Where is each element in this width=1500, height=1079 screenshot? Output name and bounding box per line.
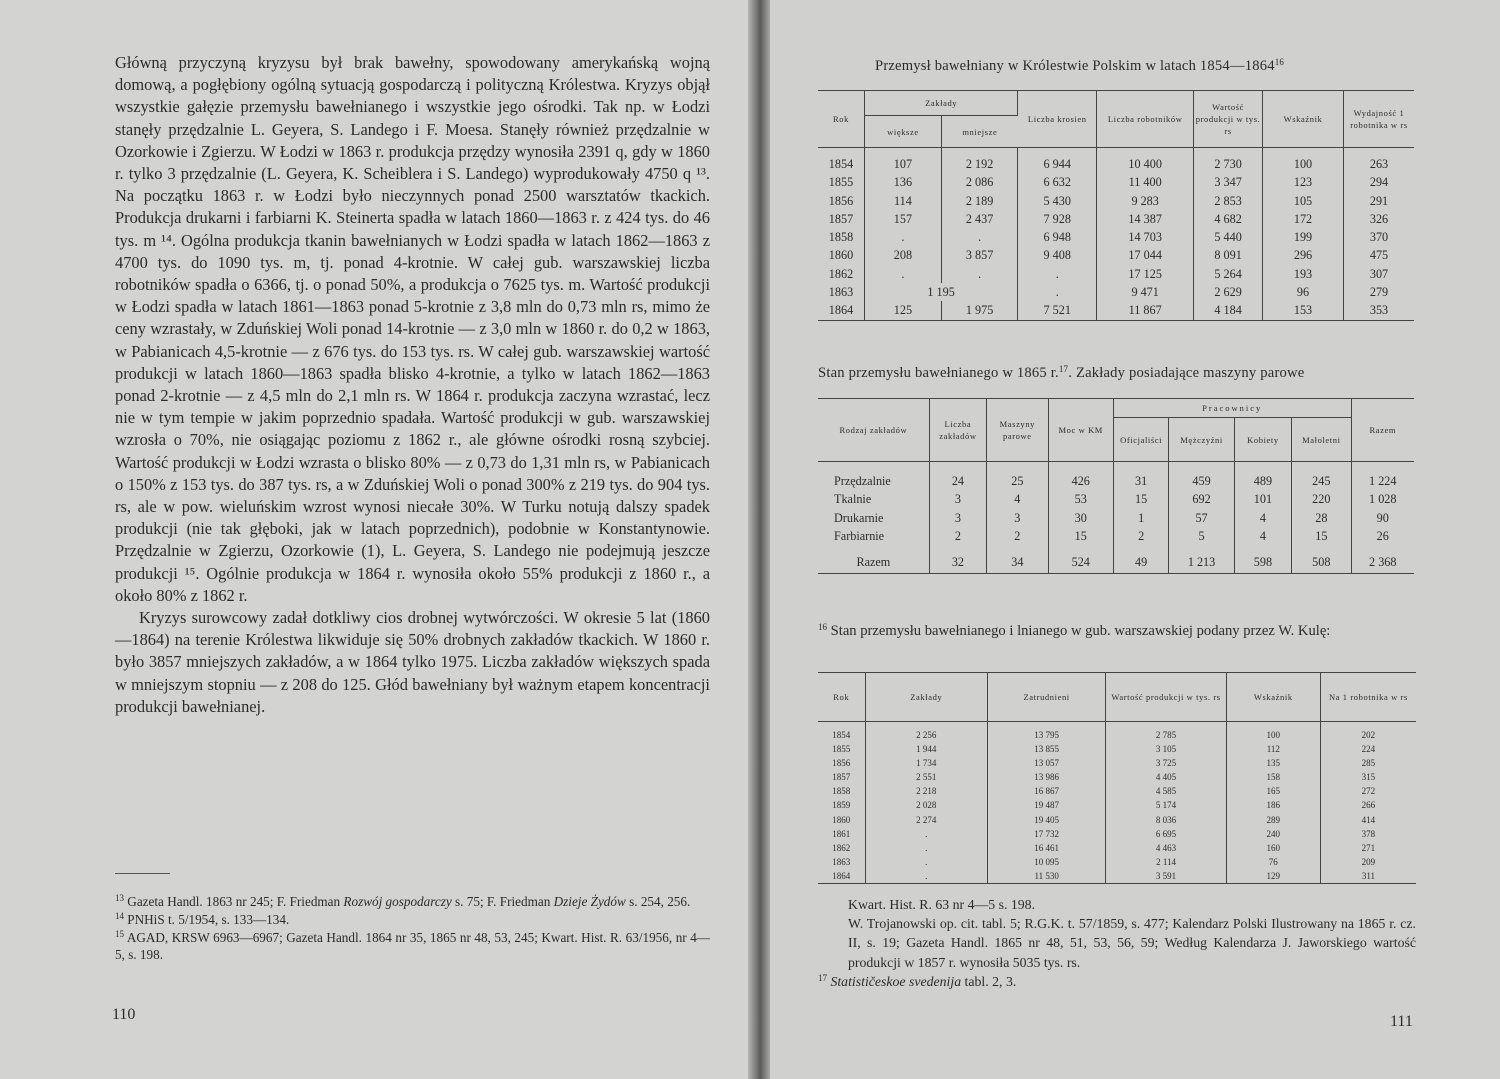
table-cell: 2 114 xyxy=(1106,855,1226,869)
table-cell: 692 xyxy=(1169,490,1234,508)
table-cell: 31 xyxy=(1113,462,1168,491)
table-cell: . xyxy=(865,855,987,869)
table-cell: 13 795 xyxy=(987,722,1105,743)
table-cell: 4 463 xyxy=(1106,841,1226,855)
table-cell: 3 xyxy=(929,509,986,527)
table-cell: 240 xyxy=(1226,827,1320,841)
header-moc: Moc w KM xyxy=(1048,399,1113,462)
table-cell: 414 xyxy=(1361,814,1376,825)
table-cell: 1858 xyxy=(818,784,865,798)
table-caption: Stan przemysłu bawełnianego w 1865 r.$^{17}$. Zakłady posiadające maszyny parowe xyxy=(818,364,1305,381)
table-cell: 1 213 xyxy=(1169,545,1234,574)
table-cell: 3 347 xyxy=(1194,173,1263,191)
table-cell: Drukarnie xyxy=(818,509,929,527)
table-cell: 13 986 xyxy=(987,770,1105,784)
header-wskaznik: Wskaźnik xyxy=(1226,673,1320,722)
table-cell: 1857 xyxy=(818,770,865,784)
table-cell: 105 xyxy=(1263,192,1344,210)
table-cell: 129 xyxy=(1226,869,1320,884)
table-row xyxy=(818,265,1414,283)
table-cell: 32 xyxy=(929,545,986,574)
table-cell: 4 xyxy=(1234,527,1291,545)
table-cell: 3 xyxy=(987,509,1048,527)
paragraph: Kryzys surowcowy zadał dotkliwy cios drobnej wytwórczości. W okresie 5 lat (1860—1864) na terenie Królestwa likwiduje się 50% drobnych zakładów tkackich. W 1860 r. było 3857 mniejszych zakładów, a w 1864 tylko 1975. Liczba zakładów większych spada w mniejszym stopniu — z 208 do 125. Głód bawełniany był ważnym etapem koncentracji produkcji bawełnianej. xyxy=(115,608,710,716)
header-maloletni: Małoletni xyxy=(1292,418,1351,462)
table-cell: 2 785 xyxy=(1106,722,1226,743)
table-row xyxy=(818,173,1414,191)
table-cell: Tkalnie xyxy=(818,490,929,508)
table-row xyxy=(818,742,1416,756)
table-cell: 136 xyxy=(864,173,941,191)
table-cell: 2 086 xyxy=(941,173,1017,191)
table-row xyxy=(818,827,1416,841)
table-cell: 3 591 xyxy=(1106,869,1226,884)
table-row xyxy=(818,813,1416,827)
table-cell: . xyxy=(1018,283,1097,301)
table-row xyxy=(818,283,1414,301)
table-cell: 53 xyxy=(1048,490,1113,508)
table-cell: 4 184 xyxy=(1194,301,1263,320)
table-cell: 2 368 xyxy=(1369,555,1397,570)
header-liczba: Liczba zakładów xyxy=(929,399,986,462)
book-gutter xyxy=(748,0,770,1079)
table-cell: 26 xyxy=(1376,528,1389,543)
table-cell: 6 632 xyxy=(1018,173,1097,191)
table-cell: 1 224 xyxy=(1369,474,1397,488)
table-cell: 17 044 xyxy=(1097,246,1194,264)
table-cell: 459 xyxy=(1169,462,1234,491)
table-row xyxy=(818,462,1414,491)
table-cell: 100 xyxy=(1226,722,1320,743)
table-row xyxy=(818,855,1416,869)
header-mezczyzni: Mężczyźni xyxy=(1169,418,1234,462)
table-cell: 90 xyxy=(1376,510,1389,525)
table-cell: 5 174 xyxy=(1106,798,1226,812)
table-cell: 2 xyxy=(1113,527,1168,545)
table-cell: 5 440 xyxy=(1194,228,1263,246)
table-cell: 1855 xyxy=(818,742,865,756)
table-row xyxy=(818,798,1416,812)
table-cell: 209 xyxy=(1361,856,1376,867)
table-cell: 2 730 xyxy=(1194,148,1263,174)
paragraph: Główną przyczyną kryzysu był brak bawełny, spowodowany amerykańską wojną domową, a pogłębiony ogólną sytuacją gospodarczą i polityczną Królestwa. Kryzys objął wszystkie gałęzie przemysłu bawełnianego i wszystkie jego ośrodki. Tak np. w Łodzi stanęły przędzalnie L. Geyera, S. Landego i F. Moesa. Stanęły również przędzalnie w Ozorkowie i Zgierzu. W Łodzi w 1863 r. produkcja przędzy wynosiła 2391 q, gdy w 1860 r. tylko 3 przędzalnie (L. Geyera, K. Scheiblera i S. Landego) wyprodukowały 4750 q ¹³. Na początku 1863 r. w Łodzi było nieczynnych ponad 2500 warsztatów tkackich. Produkcja drukarni i farbiarni K. Steinerta spadła w latach 1860—1863 r. z 424 tys. do 46 tys. m ¹⁴. Ogólna produkcja tkanin bawełnianych w Łodzi spadła w latach 1862—1863 z 4700 tys. do 1090 tys. m, tj. ponad 4-krotnie. W całej gub. warszawskiej liczba robotników spadła o 6366, tj. o ponad 50%, a produkcja o 7625 tys. m. Wartość produkcji w Łodzi spadła w latach 1861—1863 ponad 5-krotnie z 3,8 mln do 0,73 mln rs, mimo że ceny wzrastały, w Zduńskiej Woli ponad 14-krotnie — z 3,0 mln w 1860 r. do 0,2 w 1863, w Pabianicach 4,5-krotnie — z 676 tys. do 153 tys. rs. W całej gub. warszawskiej wartość produkcji w latach 1860—1863 spadła blisko 4-krotnie, a tylko w latach 1862—1863 ponad 2-krotnie — z 4,5 mln do 2,1 mln rs. W 1864 r. produkcja zaczyna wzrastać, lecz nie w tym tempie w jakim poprzednio spadała. Wartość produkcji w gub. warszawskiej wzrosła o 70%, nie osiągając poziomu z 1862 r., ale główne ośrodki rosną szybciej. Wartość produkcji w Łodzi wzrasta o blisko 80% — z 0,73 do 1,31 mln rs, w Pabianicach o 150% z 153 tys. do 387 tys. rs, a w Zduńskiej Woli o ponad 300% z 219 tys. do 904 tys. rs, ale w pow. wieluńskim wzrost wynosi niecałe 30%. W Turku notują dalszy spadek produkcji (nie tak głęboki, jak w latach poprzednich), podobnie w Konstantynowie. Przędzalnie w Zgierzu, Ozorkowie (1), L. Geyera, S. Landego nie podejmują jeszcze produkcji ¹⁵. Ogólnie produkcja w 1864 r. wynosiła około 55% produkcji z 1860 r., a około 80% z 1862 r. xyxy=(115,53,710,605)
right-page xyxy=(770,0,1500,1079)
table-cell: 15 xyxy=(1048,527,1113,545)
table-cell: 1860 xyxy=(818,813,865,827)
sources xyxy=(818,895,1416,991)
table-cell: 15 xyxy=(1113,490,1168,508)
header-razem: Razem xyxy=(1351,399,1414,462)
table-cell: 1 944 xyxy=(865,742,987,756)
header-mniejsze: mniejsze xyxy=(941,116,1017,148)
table-row xyxy=(818,509,1414,527)
table-cell: 1 xyxy=(1113,509,1168,527)
table-cell: 263 xyxy=(1369,157,1389,171)
table-cell: 1863 xyxy=(818,283,864,301)
table-cell: 10 400 xyxy=(1097,148,1194,174)
footnote-rule xyxy=(115,873,170,874)
table-cell: 2 629 xyxy=(1194,283,1263,301)
table-cell: 100 xyxy=(1263,148,1344,174)
table-cell: 2 192 xyxy=(941,148,1017,174)
table-cell: 7 521 xyxy=(1018,301,1097,320)
table-cell: 8 091 xyxy=(1194,246,1263,264)
table-cell: 279 xyxy=(1369,285,1389,300)
table-cell: 220 xyxy=(1292,490,1351,508)
footnote-16: $^{16}$ Stan przemysłu bawełnianego i lnianego w gub. warszawskiej podany przez W. Kulę: xyxy=(818,622,1331,639)
table-cell: 153 xyxy=(1263,301,1344,320)
table-cell: 17 732 xyxy=(987,827,1105,841)
table-cell: 165 xyxy=(1226,784,1320,798)
header-wartosc: Wartość produkcji w tys. rs xyxy=(1194,91,1263,148)
table-cell: 1856 xyxy=(818,756,865,770)
table-cell: 1864 xyxy=(818,301,864,320)
table-cell: 370 xyxy=(1369,230,1389,245)
table-cell: 7 928 xyxy=(1018,210,1097,228)
table-cell: 1855 xyxy=(818,173,864,191)
table-cell: 2 853 xyxy=(1194,192,1263,210)
table-caption: Przemysł bawełniany w Królestwie Polskim w latach 1854—1864$^{16}$ xyxy=(875,57,1285,74)
table-cell: 76 xyxy=(1226,855,1320,869)
table-cell: 3 857 xyxy=(941,246,1017,264)
table-cell: 271 xyxy=(1361,842,1376,853)
table-cell: 294 xyxy=(1369,175,1389,190)
table-cell: . xyxy=(1018,265,1097,283)
table-cell: 25 xyxy=(987,462,1048,491)
table-cell: 57 xyxy=(1169,509,1234,527)
table-cell: 1 028 xyxy=(1369,492,1397,507)
table-cell: 508 xyxy=(1292,545,1351,574)
table-cell: 14 703 xyxy=(1097,228,1194,246)
table-cell: 1 975 xyxy=(941,301,1017,320)
header-wskaznik: Wskaźnik xyxy=(1263,91,1344,148)
table-row xyxy=(818,301,1414,320)
header-rok: Rok xyxy=(818,673,865,722)
table-cell: 524 xyxy=(1048,545,1113,574)
table-cell: 307 xyxy=(1369,266,1389,281)
table-cell: 378 xyxy=(1361,828,1376,839)
footnote: $^{15}$ AGAD, KRSW 6963—6967; Gazeta Handl. 1864 nr 35, 1865 nr 48, 53, 245; Kwart. Hist. R. 63/1956, nr 4—5, s. 198. xyxy=(115,928,710,963)
header-zatrudnieni: Zatrudnieni xyxy=(987,673,1105,722)
table-cell: 1 195 xyxy=(864,283,1017,301)
table-cotton-industry-1854-1864 xyxy=(818,90,1414,321)
table-cell: 1857 xyxy=(818,210,864,228)
table-cell: 19 405 xyxy=(987,813,1105,827)
table-cell: 2 189 xyxy=(941,192,1017,210)
table-cell: 30 xyxy=(1048,509,1113,527)
table-cell: 2 551 xyxy=(865,770,987,784)
table-cell: 158 xyxy=(1226,770,1320,784)
table-cell: 4 xyxy=(987,490,1048,508)
table-cell: 14 387 xyxy=(1097,210,1194,228)
table-cell: 296 xyxy=(1263,246,1344,264)
table-cell: 11 867 xyxy=(1097,301,1194,320)
table-cell: 2 xyxy=(929,527,986,545)
header-zaklady: Zakłady xyxy=(864,91,1017,116)
table-row xyxy=(818,228,1414,246)
table-cell: 5 xyxy=(1169,527,1234,545)
table-cell: 598 xyxy=(1234,545,1291,574)
table-cell: 208 xyxy=(864,246,941,264)
table-cell: 9 283 xyxy=(1097,192,1194,210)
table-cell: 2 028 xyxy=(865,798,987,812)
table-row xyxy=(818,246,1414,264)
header-wydajnosc: Wydajność 1 robotnika w rs xyxy=(1343,91,1414,148)
table-cell: 1856 xyxy=(818,192,864,210)
table-cotton-industry-1865 xyxy=(818,398,1414,574)
table-cell: 2 274 xyxy=(865,813,987,827)
table-cell: . xyxy=(865,827,987,841)
header-zaklady: Zakłady xyxy=(865,673,987,722)
table-cell: 186 xyxy=(1226,798,1320,812)
table-cell: 5 430 xyxy=(1018,192,1097,210)
table-cell: 1854 xyxy=(818,148,864,174)
page-number: 110 xyxy=(112,1006,136,1023)
table-cell: 101 xyxy=(1234,490,1291,508)
table-cell: 311 xyxy=(1361,870,1375,881)
table-cell: 172 xyxy=(1263,210,1344,228)
header-na-robotnika: Na 1 robotnika w rs xyxy=(1320,673,1416,722)
table-cell: 125 xyxy=(864,301,941,320)
table-cell: 11 400 xyxy=(1097,173,1194,191)
table-cell: 24 xyxy=(929,462,986,491)
table-row xyxy=(818,869,1416,884)
footnote: $^{14}$ PNHiS t. 5/1954, s. 133—134. xyxy=(115,910,290,927)
table-cell: 1 734 xyxy=(865,756,987,770)
table-cell: 6 948 xyxy=(1018,228,1097,246)
table-cell: 4 585 xyxy=(1106,784,1226,798)
table-cell: 3 xyxy=(929,490,986,508)
table-total-row xyxy=(818,545,1414,574)
left-page xyxy=(0,0,748,1079)
table-cell: 224 xyxy=(1361,744,1376,755)
table-row xyxy=(818,770,1416,784)
table-cell: 291 xyxy=(1369,193,1389,208)
table-cell: 13 855 xyxy=(987,742,1105,756)
table-cell: 112 xyxy=(1226,742,1320,756)
table-cell: 15 xyxy=(1292,527,1351,545)
table-row xyxy=(818,192,1414,210)
table-cell: 2 218 xyxy=(865,784,987,798)
table-cell: 8 036 xyxy=(1106,813,1226,827)
table-cell: . xyxy=(941,265,1017,283)
table-row xyxy=(818,722,1416,743)
table-cell: 114 xyxy=(864,192,941,210)
table-cell: . xyxy=(941,228,1017,246)
page-number: 111 xyxy=(1390,1013,1413,1030)
table-row xyxy=(818,490,1414,508)
table-cell: 1854 xyxy=(818,722,865,743)
header-maszyny: Maszyny parowe xyxy=(987,399,1048,462)
table-cell: Razem xyxy=(818,545,929,574)
source-line: W. Trojanowski op. cit. tabl. 5; R.G.K. t. 57/1859, s. 477; Kalendarz Polski Ilustrowany na 1865 r. cz. II, s. 19; Gazeta Handl. 1865 nr 48, 51, 53, 56, 59; Według Kalendarza J. Jaworskiego wartość produkcji w 1857 r. wynosiła 5035 tys. rs. xyxy=(848,916,1416,970)
table-cell: Farbiarnie xyxy=(818,527,929,545)
header-pracownicy: Pracownicy xyxy=(1113,399,1351,418)
table-cell: 202 xyxy=(1361,730,1376,740)
footnote-number: 13 xyxy=(115,893,124,903)
table-cell: 2 437 xyxy=(941,210,1017,228)
table-cell: 11 530 xyxy=(987,869,1105,884)
table-cell: 1862 xyxy=(818,265,864,283)
table-row xyxy=(818,841,1416,855)
footnotes xyxy=(115,893,710,964)
table-cell: 28 xyxy=(1292,509,1351,527)
table-cell: 199 xyxy=(1263,228,1344,246)
table-cell: 107 xyxy=(864,148,941,174)
table-cell: 4 xyxy=(1234,509,1291,527)
table-cell: 353 xyxy=(1369,303,1389,318)
table-cell: 315 xyxy=(1361,772,1376,783)
table-cell: 3 725 xyxy=(1106,756,1226,770)
footnote-17: $^{17}$ Statističeskoe svedenija tabl. 2, 3. xyxy=(818,972,1017,989)
table-cell: 285 xyxy=(1361,758,1376,769)
table-cell: 245 xyxy=(1292,462,1351,491)
table-cell: 19 487 xyxy=(987,798,1105,812)
table-cell: Przędzalnie xyxy=(818,462,929,491)
table-cell: 3 105 xyxy=(1106,742,1226,756)
table-cell: . xyxy=(865,869,987,884)
table-cell: 9 471 xyxy=(1097,283,1194,301)
table-cell: 10 095 xyxy=(987,855,1105,869)
table-cell: 1858 xyxy=(818,228,864,246)
table-cell: 193 xyxy=(1263,265,1344,283)
source-line: Kwart. Hist. R. 63 nr 4—5 s. 198. xyxy=(848,897,1036,912)
table-cell: 1863 xyxy=(818,855,865,869)
table-cell: 4 405 xyxy=(1106,770,1226,784)
table-cell: 489 xyxy=(1234,462,1291,491)
table-cell: 326 xyxy=(1369,211,1389,226)
table-cell: . xyxy=(864,265,941,283)
table-cell: 6 944 xyxy=(1018,148,1097,174)
table-cell: 160 xyxy=(1226,841,1320,855)
table-cell: . xyxy=(865,841,987,855)
table-cell: 123 xyxy=(1263,173,1344,191)
table-cell: 135 xyxy=(1226,756,1320,770)
table-cell: 16 867 xyxy=(987,784,1105,798)
table-cell: 34 xyxy=(987,545,1048,574)
table-row xyxy=(818,148,1414,174)
table-cell: 289 xyxy=(1226,813,1320,827)
footnote-number: 15 xyxy=(115,928,124,939)
header-rodzaj: Rodzaj zakładów xyxy=(818,399,929,462)
footnote-number: 14 xyxy=(115,910,124,921)
header-robotnicy: Liczba robotników xyxy=(1097,91,1194,148)
main-text xyxy=(115,52,710,718)
table-cell: 272 xyxy=(1361,786,1376,797)
table-cell: 9 408 xyxy=(1018,246,1097,264)
table-row xyxy=(818,756,1416,770)
table-cell: . xyxy=(864,228,941,246)
table-cell: 1860 xyxy=(818,246,864,264)
header-oficjalisci: Oficjaliści xyxy=(1113,418,1168,462)
table-cell: 1859 xyxy=(818,798,865,812)
table-cell: 475 xyxy=(1369,248,1389,263)
table-cell: 16 461 xyxy=(987,841,1105,855)
table-cell: 1864 xyxy=(818,869,865,884)
table-cell: 96 xyxy=(1263,283,1344,301)
table-cell: 6 695 xyxy=(1106,827,1226,841)
header-wieksze: większe xyxy=(864,116,941,148)
table-row xyxy=(818,784,1416,798)
table-row xyxy=(818,527,1414,545)
table-cell: 266 xyxy=(1361,800,1376,811)
table-cell: 2 xyxy=(987,527,1048,545)
table-cell: 17 125 xyxy=(1097,265,1194,283)
table-cell: 49 xyxy=(1113,545,1168,574)
table-cell: 4 682 xyxy=(1194,210,1263,228)
table-cell: 13 057 xyxy=(987,756,1105,770)
header-wartosc: Wartość produkcji w tys. rs xyxy=(1106,673,1226,722)
footnote: $^{13}$ Gazeta Handl. 1863 nr 245; F. Friedman Rozwój gospodarczy s. 75; F. Friedman Dzieje Żydów s. 254, 256. xyxy=(115,893,691,909)
table-cell: 1862 xyxy=(818,841,865,855)
table-cell: 157 xyxy=(864,210,941,228)
table-cell: 426 xyxy=(1048,462,1113,491)
table-kula-data xyxy=(818,672,1416,884)
header-krosna: Liczba krosien xyxy=(1018,91,1097,148)
table-cell: 2 256 xyxy=(865,722,987,743)
table-cell: 1861 xyxy=(818,827,865,841)
header-kobiety: Kobiety xyxy=(1234,418,1291,462)
header-rok: Rok xyxy=(818,91,864,148)
table-cell: 5 264 xyxy=(1194,265,1263,283)
table-row xyxy=(818,210,1414,228)
